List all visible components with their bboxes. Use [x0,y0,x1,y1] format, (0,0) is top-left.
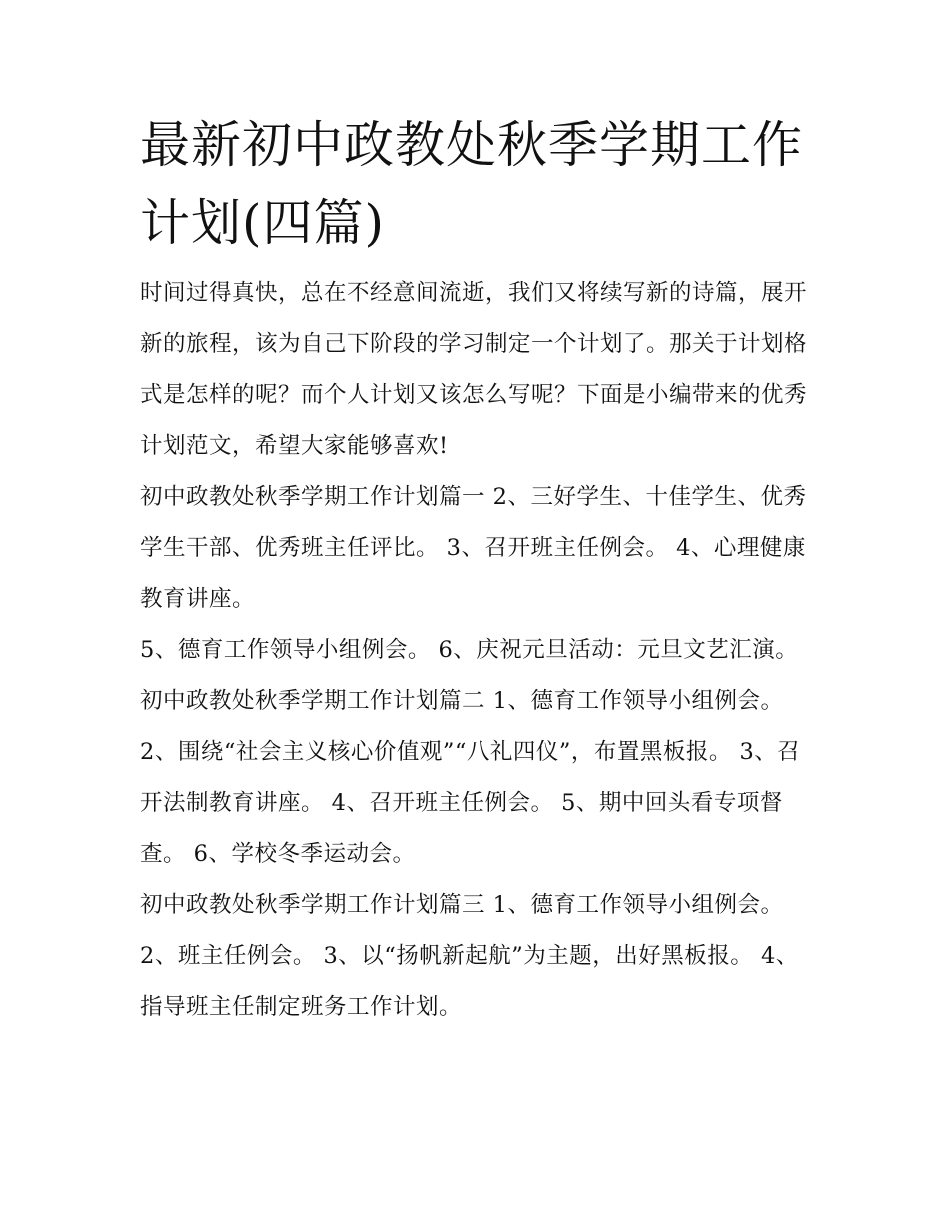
plan-paragraph-three: 2、围绕“社会主义核心价值观”“八礼四仪”，布置黑板报。 3、召开法制教育讲座。 4、召开班主任例会。 5、期中回头看专项督查。 6、学校冬季运动会。 [140,739,801,867]
plan-paragraph-four: 初中政教处秋季学期工作计划篇三 1、德育工作领导小组例会。 2、班主任例会。 3、以“扬帆新起航”为主题，出好黑板报。 4、指导班主任制定班务工作计划。 [140,892,799,1020]
intro-paragraph: 时间过得真快，总在不经意间流逝，我们又将续写新的诗篇，展开新的旅程，该为自己下阶段的学习制定一个计划了。那关于计划格式是怎样的呢？而个人计划又该怎么写呢？下面是小编带来的优秀计划范文，希望大家能够喜欢! [140,280,808,459]
plan-paragraph-one: 初中政教处秋季学期工作计划篇一 2、三好学生、十佳学生、优秀学生干部、优秀班主任评比。 3、召开班主任例会。 4、心理健康教育讲座。 [140,484,807,612]
plan-paragraph-two: 5、德育工作领导小组例会。 6、庆祝元旦活动：元旦文艺汇演。 初中政教处秋季学期工作计划篇二 1、德育工作领导小组例会。 [140,637,799,714]
document-body [140,106,816,1033]
document-title: 最新初中政教处秋季学期工作计划(四篇) [140,116,803,252]
